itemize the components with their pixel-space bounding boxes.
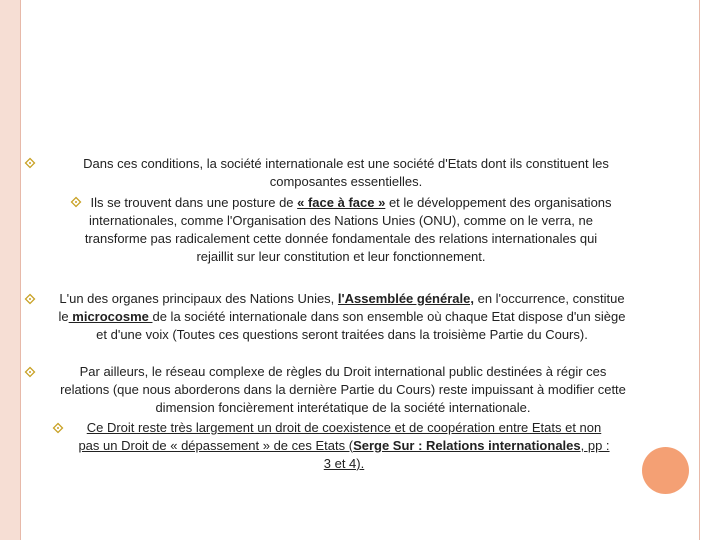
diamond-bullet-icon xyxy=(24,293,36,305)
bullet-3-text xyxy=(58,290,626,344)
assemblee-generale-emphasis: l'Assemblée générale, xyxy=(337,291,474,306)
bullet-5-before: Ce Droit reste très largement un droit de coexistence et de coopération entre Etats et non pas un Droit de « dépassement » de ces Etats ( xyxy=(78,420,602,453)
microcosme-emphasis: microcosme xyxy=(68,309,153,324)
bullet-1-text: Dans ces conditions, la société internationale est une société d'Etats dont ils constituent les composantes essentielles. xyxy=(83,156,609,189)
diamond-bullet-icon xyxy=(70,196,82,208)
bullet-2-text xyxy=(66,194,616,266)
bullet-5-text xyxy=(78,419,610,473)
bullet-2-before: Ils se trouvent dans une posture de xyxy=(90,195,298,210)
bullet-4-text: Par ailleurs, le réseau complexe de règles du Droit international public destinées à régir ces relations (que nous aborderons dans la dernière Partie du Cours) reste impuissant à modifier cette dimension foncièrement interétatique de la société internationale. xyxy=(60,364,626,415)
bullet-3-before: L'un des organes principaux des Nations Unies, xyxy=(59,291,338,306)
bullet-3-middle: en l'occurrence, constitue le xyxy=(58,291,625,324)
bullet-5-after: , pp : 3 et 4). xyxy=(323,438,610,471)
diamond-bullet-icon xyxy=(24,366,36,378)
bullet-3-after: de la société internationale dans son ensemble où chaque Etat dispose d'un siège et d'une voix (Toutes ces questions seront traitées dans la troisième Partie du Cours). xyxy=(96,309,626,342)
diamond-bullet-icon xyxy=(52,422,64,434)
accent-circle xyxy=(642,447,689,494)
bullet-2-after: et le développement des organisations internationales, comme l'Organisation des Nations Unies (ONU), comme on le verra, ne transforme pas radicalement cette donnée fondamentale des relations internationales qui rejaillit sur leur constitution et leur fonctionnement. xyxy=(84,195,612,264)
left-decorative-band xyxy=(0,0,20,540)
face-a-face-emphasis: « face à face » xyxy=(297,195,386,210)
serge-sur-citation: Serge Sur : Relations internationales xyxy=(353,438,581,453)
diamond-bullet-icon xyxy=(24,157,36,169)
